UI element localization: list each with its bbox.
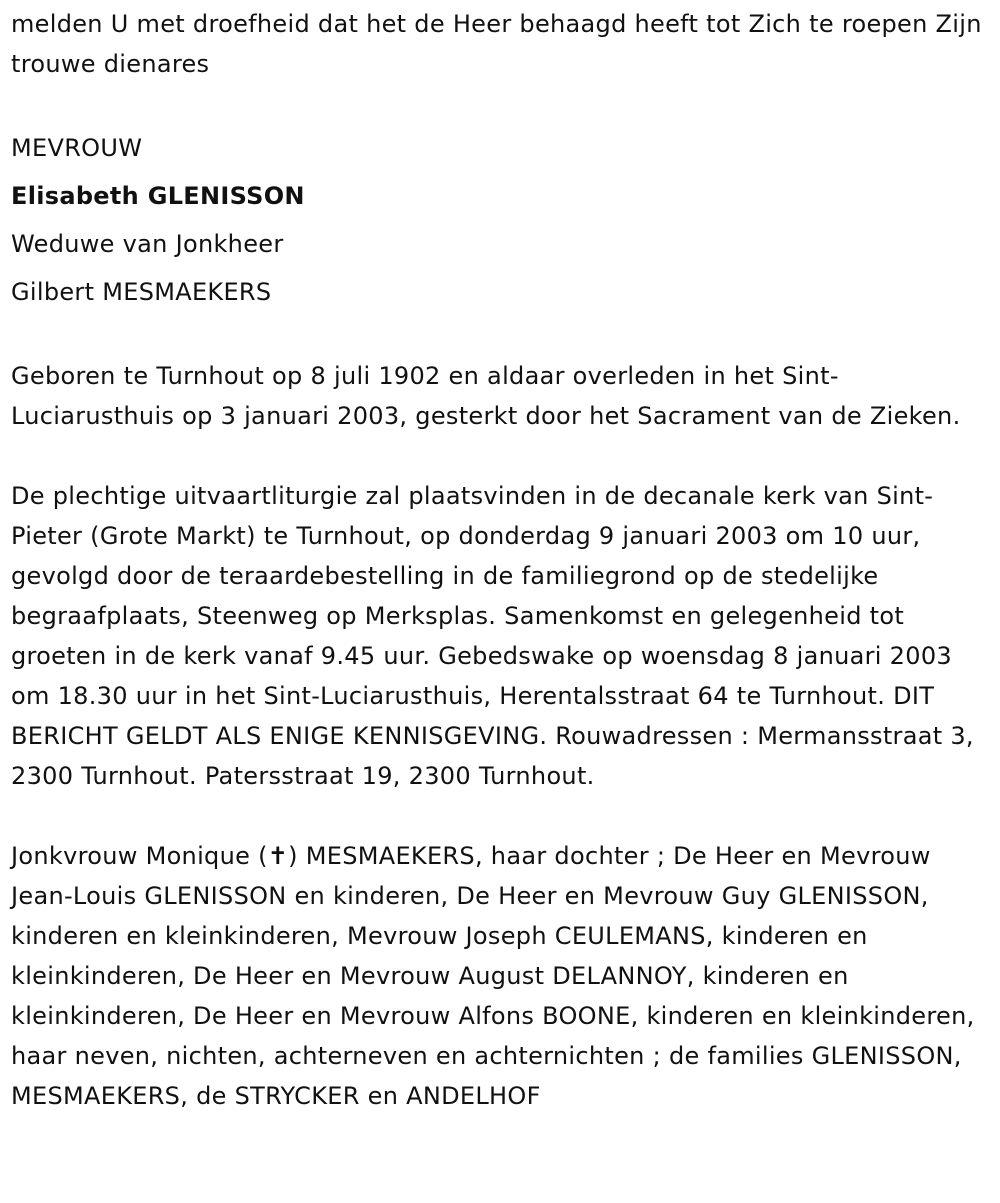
widow-line-1: Weduwe van Jonkheer: [11, 230, 284, 258]
birth-death-paragraph: Geboren te Turnhout op 8 juli 1902 en aldaar overleden in het Sint-Luciarusthuis op 3 januari 2003, gesterkt door het Sacrament van de Zieken.: [11, 362, 961, 430]
honorific-title: MEVROUW: [11, 134, 143, 162]
intro-paragraph: melden U met droefheid dat het de Heer behaagd heeft tot Zich te roepen Zijn trouwe dienares: [11, 10, 982, 78]
deceased-name: Elisabeth GLENISSON: [11, 182, 305, 210]
death-notice: [11, 4, 991, 1116]
family-paragraph: Jonkvrouw Monique (✝) MESMAEKERS, haar dochter ; De Heer en Mevrouw Jean-Louis GLENISSON en kinderen, De Heer en Mevrouw Guy GLENISSON, kinderen en kleinkinderen, Mevrouw Joseph CEULEMANS, kinderen en kleinkinderen, De Heer en Mevrouw August DELANNOY, kinderen en kleinkinderen, De Heer en Mevrouw Alfons BOONE, kinderen en kleinkinderen, haar neven, nichten, achterneven en achternichten ; de families GLENISSON, MESMAEKERS, de STRYCKER en ANDELHOF: [11, 842, 975, 1110]
spacer: [11, 316, 991, 356]
widow-line-2: Gilbert MESMAEKERS: [11, 278, 272, 306]
spacer: [11, 796, 991, 836]
spacer: [11, 436, 991, 476]
funeral-paragraph: De plechtige uitvaartliturgie zal plaatsvinden in de decanale kerk van Sint-Pieter (Grote Markt) te Turnhout, op donderdag 9 januari 2003 om 10 uur, gevolgd door de teraardebestelling in de familiegrond op de stedelijke begraafplaats, Steenweg op Merksplas. Samenkomst en gelegenheid tot groeten in de kerk vanaf 9.45 uur. Gebedswake op woensdag 8 januari 2003 om 18.30 uur in het Sint-Luciarusthuis, Herentalsstraat 64 te Turnhout. DIT BERICHT GELDT ALS ENIGE KENNISGEVING. Rouwadressen : Mermansstraat 3, 2300 Turnhout. Patersstraat 19, 2300 Turnhout.: [11, 482, 974, 790]
